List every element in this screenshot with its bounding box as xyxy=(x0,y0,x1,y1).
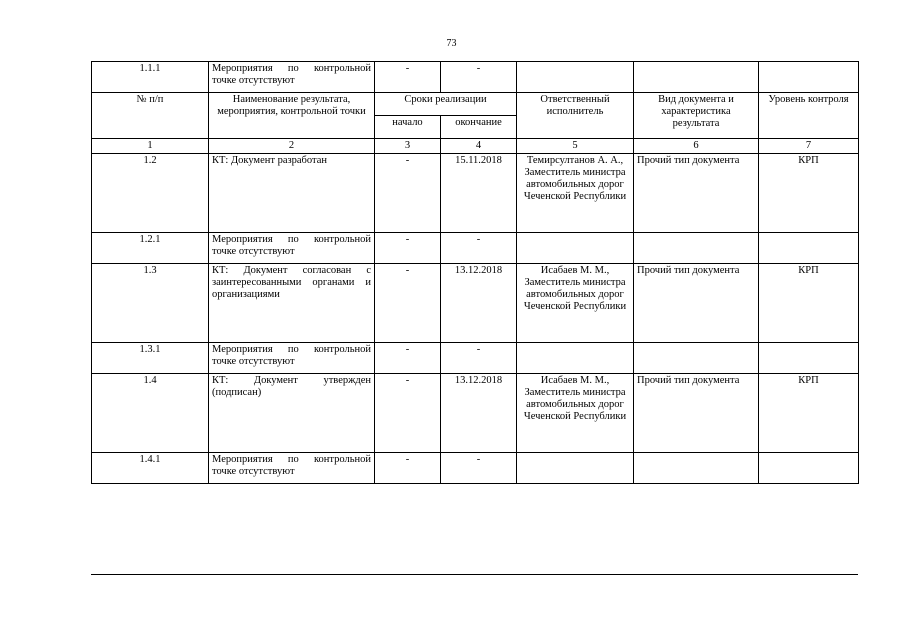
row-executor xyxy=(517,453,634,484)
row-executor xyxy=(517,233,634,264)
row-start: - xyxy=(375,453,441,484)
row-num: 1.4 xyxy=(92,374,209,453)
row-executor: Исабаев М. М., Заместитель министра автомобильных дорог Чеченской Республики xyxy=(517,374,634,453)
row-num: 1.4.1 xyxy=(92,453,209,484)
row-start: - xyxy=(375,374,441,453)
row-doc-type: Прочий тип документа xyxy=(634,154,759,233)
row-end: - xyxy=(441,343,517,374)
column-number: 7 xyxy=(759,139,859,154)
control-points-table xyxy=(91,61,859,484)
row-end: 15.11.2018 xyxy=(441,154,517,233)
header-end: окончание xyxy=(441,116,517,139)
row-level xyxy=(759,62,859,93)
column-number: 2 xyxy=(209,139,375,154)
row-name: КТ: Документ разработан xyxy=(209,154,375,233)
header-start: начало xyxy=(375,116,441,139)
row-end: 13.12.2018 xyxy=(441,264,517,343)
row-start: - xyxy=(375,154,441,233)
footer-divider xyxy=(91,574,858,575)
header-num: № п/п xyxy=(92,93,209,139)
row-executor: Темирсултанов А. А., Заместитель министра автомобильных дорог Чеченской Республики xyxy=(517,154,634,233)
row-num: 1.2.1 xyxy=(92,233,209,264)
row-name: Мероприятия по контрольной точке отсутствуют xyxy=(209,62,375,93)
row-start: - xyxy=(375,343,441,374)
row-executor xyxy=(517,62,634,93)
row-doc-type xyxy=(634,343,759,374)
row-name: КТ: Документ согласован с заинтересованными органами и организациями xyxy=(209,264,375,343)
row-name: Мероприятия по контрольной точке отсутствуют xyxy=(209,343,375,374)
row-doc-type xyxy=(634,62,759,93)
table-row xyxy=(92,62,859,93)
row-executor xyxy=(517,343,634,374)
column-number: 6 xyxy=(634,139,759,154)
page-number: 73 xyxy=(446,38,457,49)
header-doc-type: Вид документа и характеристика результата xyxy=(634,93,759,139)
row-name: Мероприятия по контрольной точке отсутствуют xyxy=(209,453,375,484)
row-level: КРП xyxy=(759,374,859,453)
row-name: Мероприятия по контрольной точке отсутствуют xyxy=(209,233,375,264)
header-name: Наименование результата, мероприятия, контрольной точки xyxy=(209,93,375,139)
column-number: 5 xyxy=(517,139,634,154)
row-executor: Исабаев М. М., Заместитель министра автомобильных дорог Чеченской Республики xyxy=(517,264,634,343)
row-level xyxy=(759,233,859,264)
row-name: КТ: Документ утвержден (подписан) xyxy=(209,374,375,453)
row-num: 1.3.1 xyxy=(92,343,209,374)
row-doc-type xyxy=(634,453,759,484)
column-number: 4 xyxy=(441,139,517,154)
row-level: КРП xyxy=(759,154,859,233)
table-row xyxy=(92,154,859,233)
table-row xyxy=(92,374,859,453)
header-executor: Ответственный исполнитель xyxy=(517,93,634,139)
row-start: - xyxy=(375,62,441,93)
row-start: - xyxy=(375,233,441,264)
row-end: - xyxy=(441,233,517,264)
column-number: 3 xyxy=(375,139,441,154)
row-end: 13.12.2018 xyxy=(441,374,517,453)
table-row xyxy=(92,343,859,374)
row-level xyxy=(759,343,859,374)
row-num: 1.1.1 xyxy=(92,62,209,93)
row-end: - xyxy=(441,62,517,93)
header-level: Уровень контроля xyxy=(759,93,859,139)
table-row xyxy=(92,264,859,343)
row-doc-type xyxy=(634,233,759,264)
row-start: - xyxy=(375,264,441,343)
row-level xyxy=(759,453,859,484)
header-row xyxy=(92,93,859,116)
row-end: - xyxy=(441,453,517,484)
row-num: 1.3 xyxy=(92,264,209,343)
row-num: 1.2 xyxy=(92,154,209,233)
column-numbers-row xyxy=(92,139,859,154)
row-doc-type: Прочий тип документа xyxy=(634,264,759,343)
table-row xyxy=(92,453,859,484)
column-number: 1 xyxy=(92,139,209,154)
header-terms: Сроки реализации xyxy=(375,93,517,116)
row-doc-type: Прочий тип документа xyxy=(634,374,759,453)
row-level: КРП xyxy=(759,264,859,343)
table-row xyxy=(92,233,859,264)
